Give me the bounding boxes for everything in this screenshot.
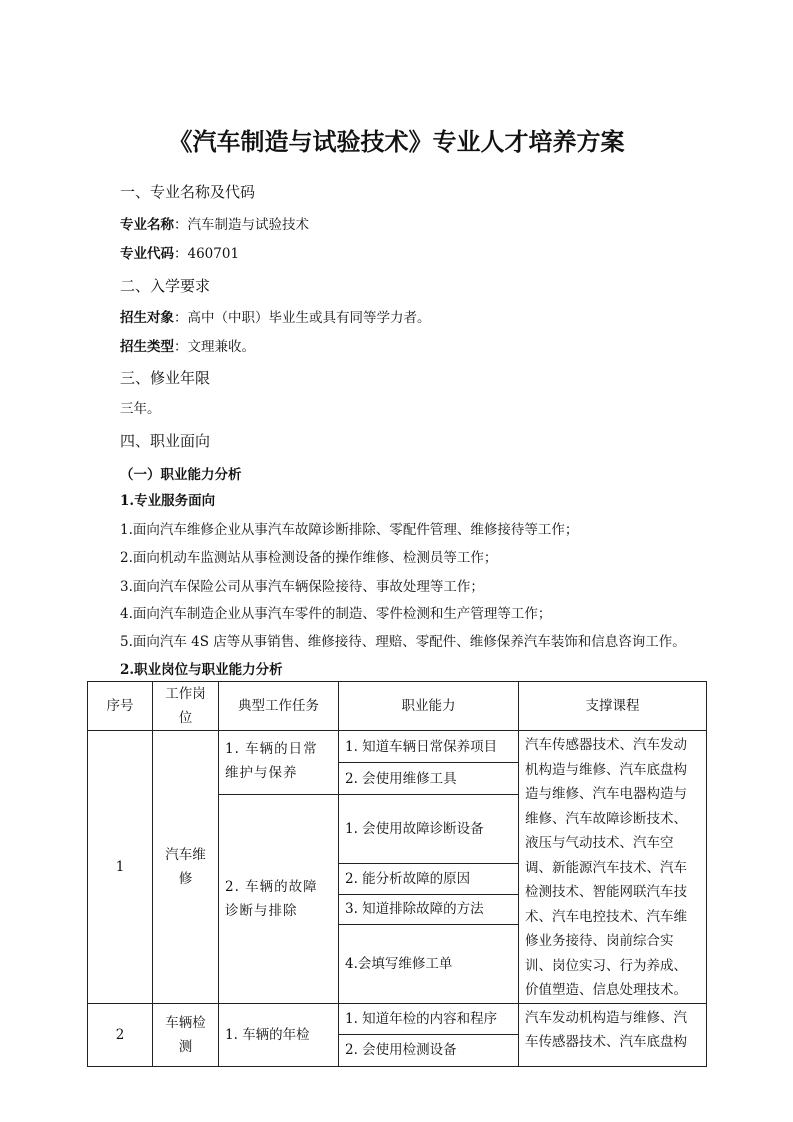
header-cell: 典型工作任务 [219, 682, 339, 731]
work-task: 2. 车辆的故障诊断与排除 [219, 795, 339, 1004]
courses: 汽车传感器技术、汽车发动机构造与维修、汽车底盘构造与维修、汽车电器构造与维修、汽车故障诊断技术、液压与气动技术、汽车空调、新能源汽车技术、汽车检测技术、智能网联汽车技术、汽车电控技术、汽车维修业务接待、岗前综合实训、岗位实习、行为养成、价值塑造、信息处理技术。 [519, 731, 707, 1004]
ability: 2. 会使用检测设备 [339, 1034, 519, 1066]
table-row [88, 731, 707, 763]
ability: 2. 能分析故障的原因 [339, 863, 519, 894]
ability: 4.会填写维修工单 [339, 924, 519, 1003]
table-row [88, 1003, 707, 1034]
value: ：汽车制造与试验技术 [174, 217, 309, 233]
ability: 2. 会使用维修工具 [339, 763, 519, 795]
header-cell: 工作岗位 [153, 682, 219, 731]
work-task: 1. 车辆的年检 [219, 1003, 339, 1066]
value: ：460701 [174, 246, 240, 262]
label: 专业代码 [120, 246, 174, 262]
work-task: 1. 车辆的日常维护与保养 [219, 731, 339, 795]
label: 招生对象 [120, 310, 174, 326]
ability: 1. 知道车辆日常保养项目 [339, 731, 519, 763]
label: 专业名称 [120, 217, 174, 233]
enrollment-target [120, 309, 431, 327]
ability: 1. 知道年检的内容和程序 [339, 1003, 519, 1034]
header-cell: 支撑课程 [519, 682, 707, 731]
table-header [88, 682, 707, 731]
document-title: 《汽车制造与试验技术》专业人才培养方案 [168, 127, 625, 156]
major-name [120, 216, 309, 234]
section-heading: 三、修业年限 [120, 369, 211, 387]
list-item: 5.面向汽车 4S 店等从事销售、维修接待、理赔、零配件、维修保养汽车装饰和信息咨询工作。 [120, 634, 686, 650]
major-code [120, 245, 239, 263]
ability: 1. 会使用故障诊断设备 [339, 795, 519, 864]
list-item: 1.面向汽车维修企业从事汽车故障诊断排除、零配件管理、维修接待等工作； [120, 522, 579, 538]
list-item: 2.面向机动车监测站从事检测设备的操作维修、检测员等工作； [120, 550, 498, 566]
section-heading: 二、入学要求 [120, 277, 211, 295]
header-cell: 序号 [88, 682, 153, 731]
list-item: 3.面向汽车保险公司从事汽车辆保险接待、事故处理等工作； [120, 579, 484, 595]
label: 招生类型 [120, 339, 174, 355]
study-years: 三年。 [120, 401, 161, 417]
row-number: 2 [88, 1003, 153, 1066]
subsection-heading: 2.职业岗位与职业能力分析 [120, 662, 283, 678]
value: ：高中（中职）毕业生或具有同等学力者。 [174, 310, 431, 326]
job-post: 汽车维修 [153, 731, 219, 1004]
job-post: 车辆检测 [153, 1003, 219, 1066]
subsection-heading: （一）职业能力分析 [120, 467, 242, 483]
section-heading: 一、专业名称及代码 [120, 183, 256, 201]
row-number: 1 [88, 731, 153, 1004]
section-heading: 四、职业面向 [120, 432, 211, 450]
list-item: 4.面向汽车制造企业从事汽车零件的制造、零件检测和生产管理等工作； [120, 606, 552, 622]
courses: 汽车发动机构造与维修、汽车传感器技术、汽车底盘构 [519, 1003, 707, 1066]
enrollment-type [120, 338, 255, 356]
header-cell: 职业能力 [339, 682, 519, 731]
job-ability-table [87, 681, 707, 1067]
subsection-heading: 1.专业服务面向 [120, 493, 216, 509]
ability: 3. 知道排除故障的方法 [339, 894, 519, 924]
value: ：文理兼收。 [174, 339, 255, 355]
